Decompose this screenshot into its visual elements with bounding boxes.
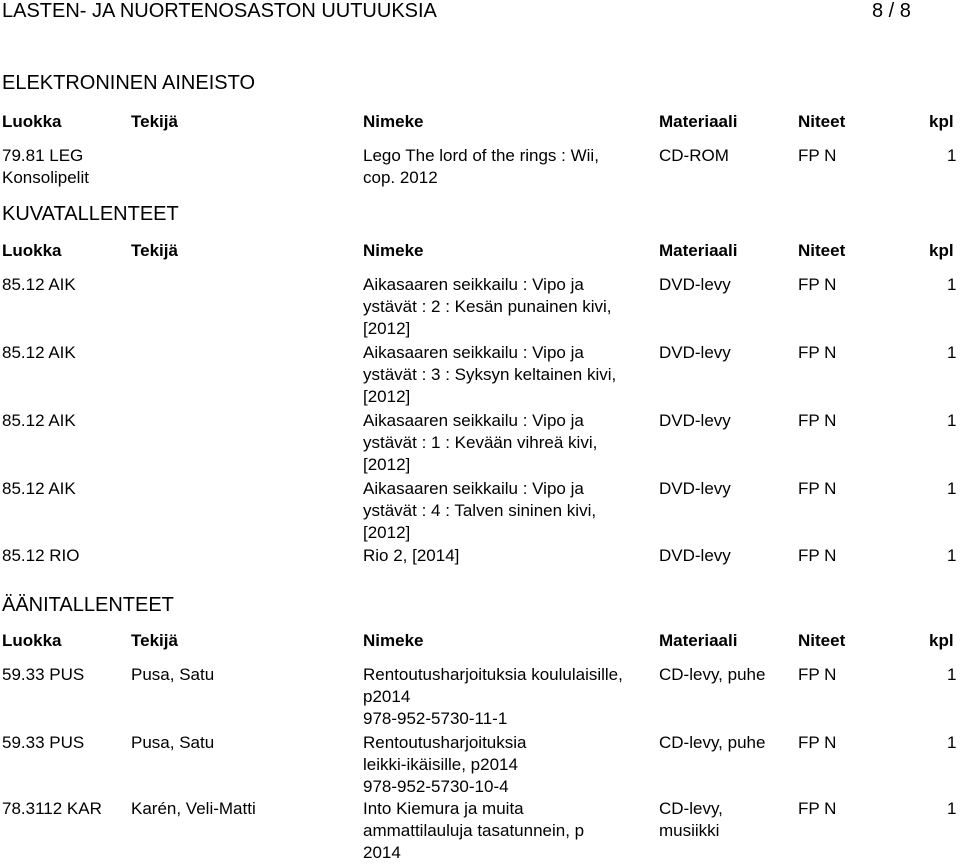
cell-kpl: 1 <box>947 343 957 362</box>
page-number: 8 / 8 <box>872 0 911 22</box>
cell-materiaali: CD-levy, puhe <box>659 733 766 752</box>
cell-kpl: 1 <box>947 799 957 818</box>
col-nimeke: Nimeke <box>363 112 424 131</box>
cell-niteet: FP N <box>798 799 837 818</box>
cell-kpl: 1 <box>947 146 957 165</box>
cell-tekija: Karén, Veli-Matti <box>131 799 256 818</box>
cell-tekija: Pusa, Satu <box>131 733 215 752</box>
cell-luokka: 85.12 AIK <box>2 275 76 294</box>
col-nimeke: Nimeke <box>363 241 424 260</box>
cell-nimeke: Aikasaaren seikkailu : Vipo ja ystävät : 1 : Kevään vihreä kivi, [2012] <box>363 411 598 474</box>
cell-niteet: FP N <box>798 733 837 752</box>
col-kpl: kpl <box>929 112 954 131</box>
cell-nimeke: Rentoutusharjoituksia koululaisille, p2014 978-952-5730-11-1 <box>363 665 623 728</box>
col-kpl: kpl <box>929 631 954 650</box>
cell-nimeke: Lego The lord of the rings : Wii, cop. 2012 <box>363 146 599 187</box>
col-luokka: Luokka <box>2 241 62 260</box>
cell-materiaali: DVD-levy <box>659 546 731 565</box>
page-title: LASTEN- JA NUORTENOSASTON UUTUUKSIA <box>2 0 437 22</box>
cell-materiaali: DVD-levy <box>659 411 731 430</box>
cell-materiaali: DVD-levy <box>659 479 731 498</box>
cell-nimeke: Rentoutusharjoituksia leikki-ikäisille, p2014 978-952-5730-10-4 <box>363 733 527 796</box>
cell-materiaali: DVD-levy <box>659 343 731 362</box>
col-luokka: Luokka <box>2 631 62 650</box>
cell-luokka: 85.12 AIK <box>2 479 76 498</box>
cell-niteet: FP N <box>798 479 837 498</box>
cell-luokka: 85.12 AIK <box>2 411 76 430</box>
section-title-video: KUVATALLENTEET <box>2 203 179 225</box>
cell-nimeke: Aikasaaren seikkailu : Vipo ja ystävät : 2 : Kesän punainen kivi, [2012] <box>363 275 612 338</box>
section-title-electronic: ELEKTRONINEN AINEISTO <box>2 72 256 94</box>
cell-nimeke: Aikasaaren seikkailu : Vipo ja ystävät : 3 : Syksyn keltainen kivi, [2012] <box>363 343 617 406</box>
cell-niteet: FP N <box>798 275 837 294</box>
cell-niteet: FP N <box>798 546 837 565</box>
col-niteet: Niteet <box>798 112 846 131</box>
col-tekija: Tekijä <box>131 112 178 131</box>
col-nimeke: Nimeke <box>363 631 424 650</box>
cell-materiaali: DVD-levy <box>659 275 731 294</box>
section-title-audio: ÄÄNITALLENTEET <box>2 594 174 616</box>
cell-niteet: FP N <box>798 665 837 684</box>
col-niteet: Niteet <box>798 631 846 650</box>
col-materiaali: Materiaali <box>659 112 738 131</box>
cell-nimeke: Into Kiemura ja muita ammattilauluja tasatunnein, p 2014 <box>363 799 585 862</box>
cell-kpl: 1 <box>947 665 957 684</box>
col-materiaali: Materiaali <box>659 241 738 260</box>
cell-kpl: 1 <box>947 733 957 752</box>
cell-kpl: 1 <box>947 275 957 294</box>
cell-nimeke: Rio 2, [2014] <box>363 546 460 565</box>
cell-luokka: 59.33 PUS <box>2 733 85 752</box>
col-tekija: Tekijä <box>131 241 178 260</box>
cell-tekija: Pusa, Satu <box>131 665 215 684</box>
col-luokka: Luokka <box>2 112 62 131</box>
cell-niteet: FP N <box>798 411 837 430</box>
cell-materiaali: CD-levy, puhe <box>659 665 766 684</box>
cell-luokka: 78.3112 KAR <box>2 799 102 818</box>
cell-luokka: 59.33 PUS <box>2 665 85 684</box>
cell-luokka: 79.81 LEG Konsolipelit <box>2 146 89 187</box>
col-kpl: kpl <box>929 241 954 260</box>
cell-kpl: 1 <box>947 546 957 565</box>
cell-niteet: FP N <box>798 343 837 362</box>
col-tekija: Tekijä <box>131 631 178 650</box>
cell-materiaali: CD-ROM <box>659 146 729 165</box>
cell-kpl: 1 <box>947 411 957 430</box>
cell-luokka: 85.12 AIK <box>2 343 76 362</box>
cell-nimeke: Aikasaaren seikkailu : Vipo ja ystävät : 4 : Talven sininen kivi, [2012] <box>363 479 597 542</box>
col-materiaali: Materiaali <box>659 631 738 650</box>
cell-kpl: 1 <box>947 479 957 498</box>
cell-niteet: FP N <box>798 146 837 165</box>
col-niteet: Niteet <box>798 241 846 260</box>
cell-materiaali: CD-levy, musiikki <box>659 799 723 840</box>
cell-luokka: 85.12 RIO <box>2 546 80 565</box>
